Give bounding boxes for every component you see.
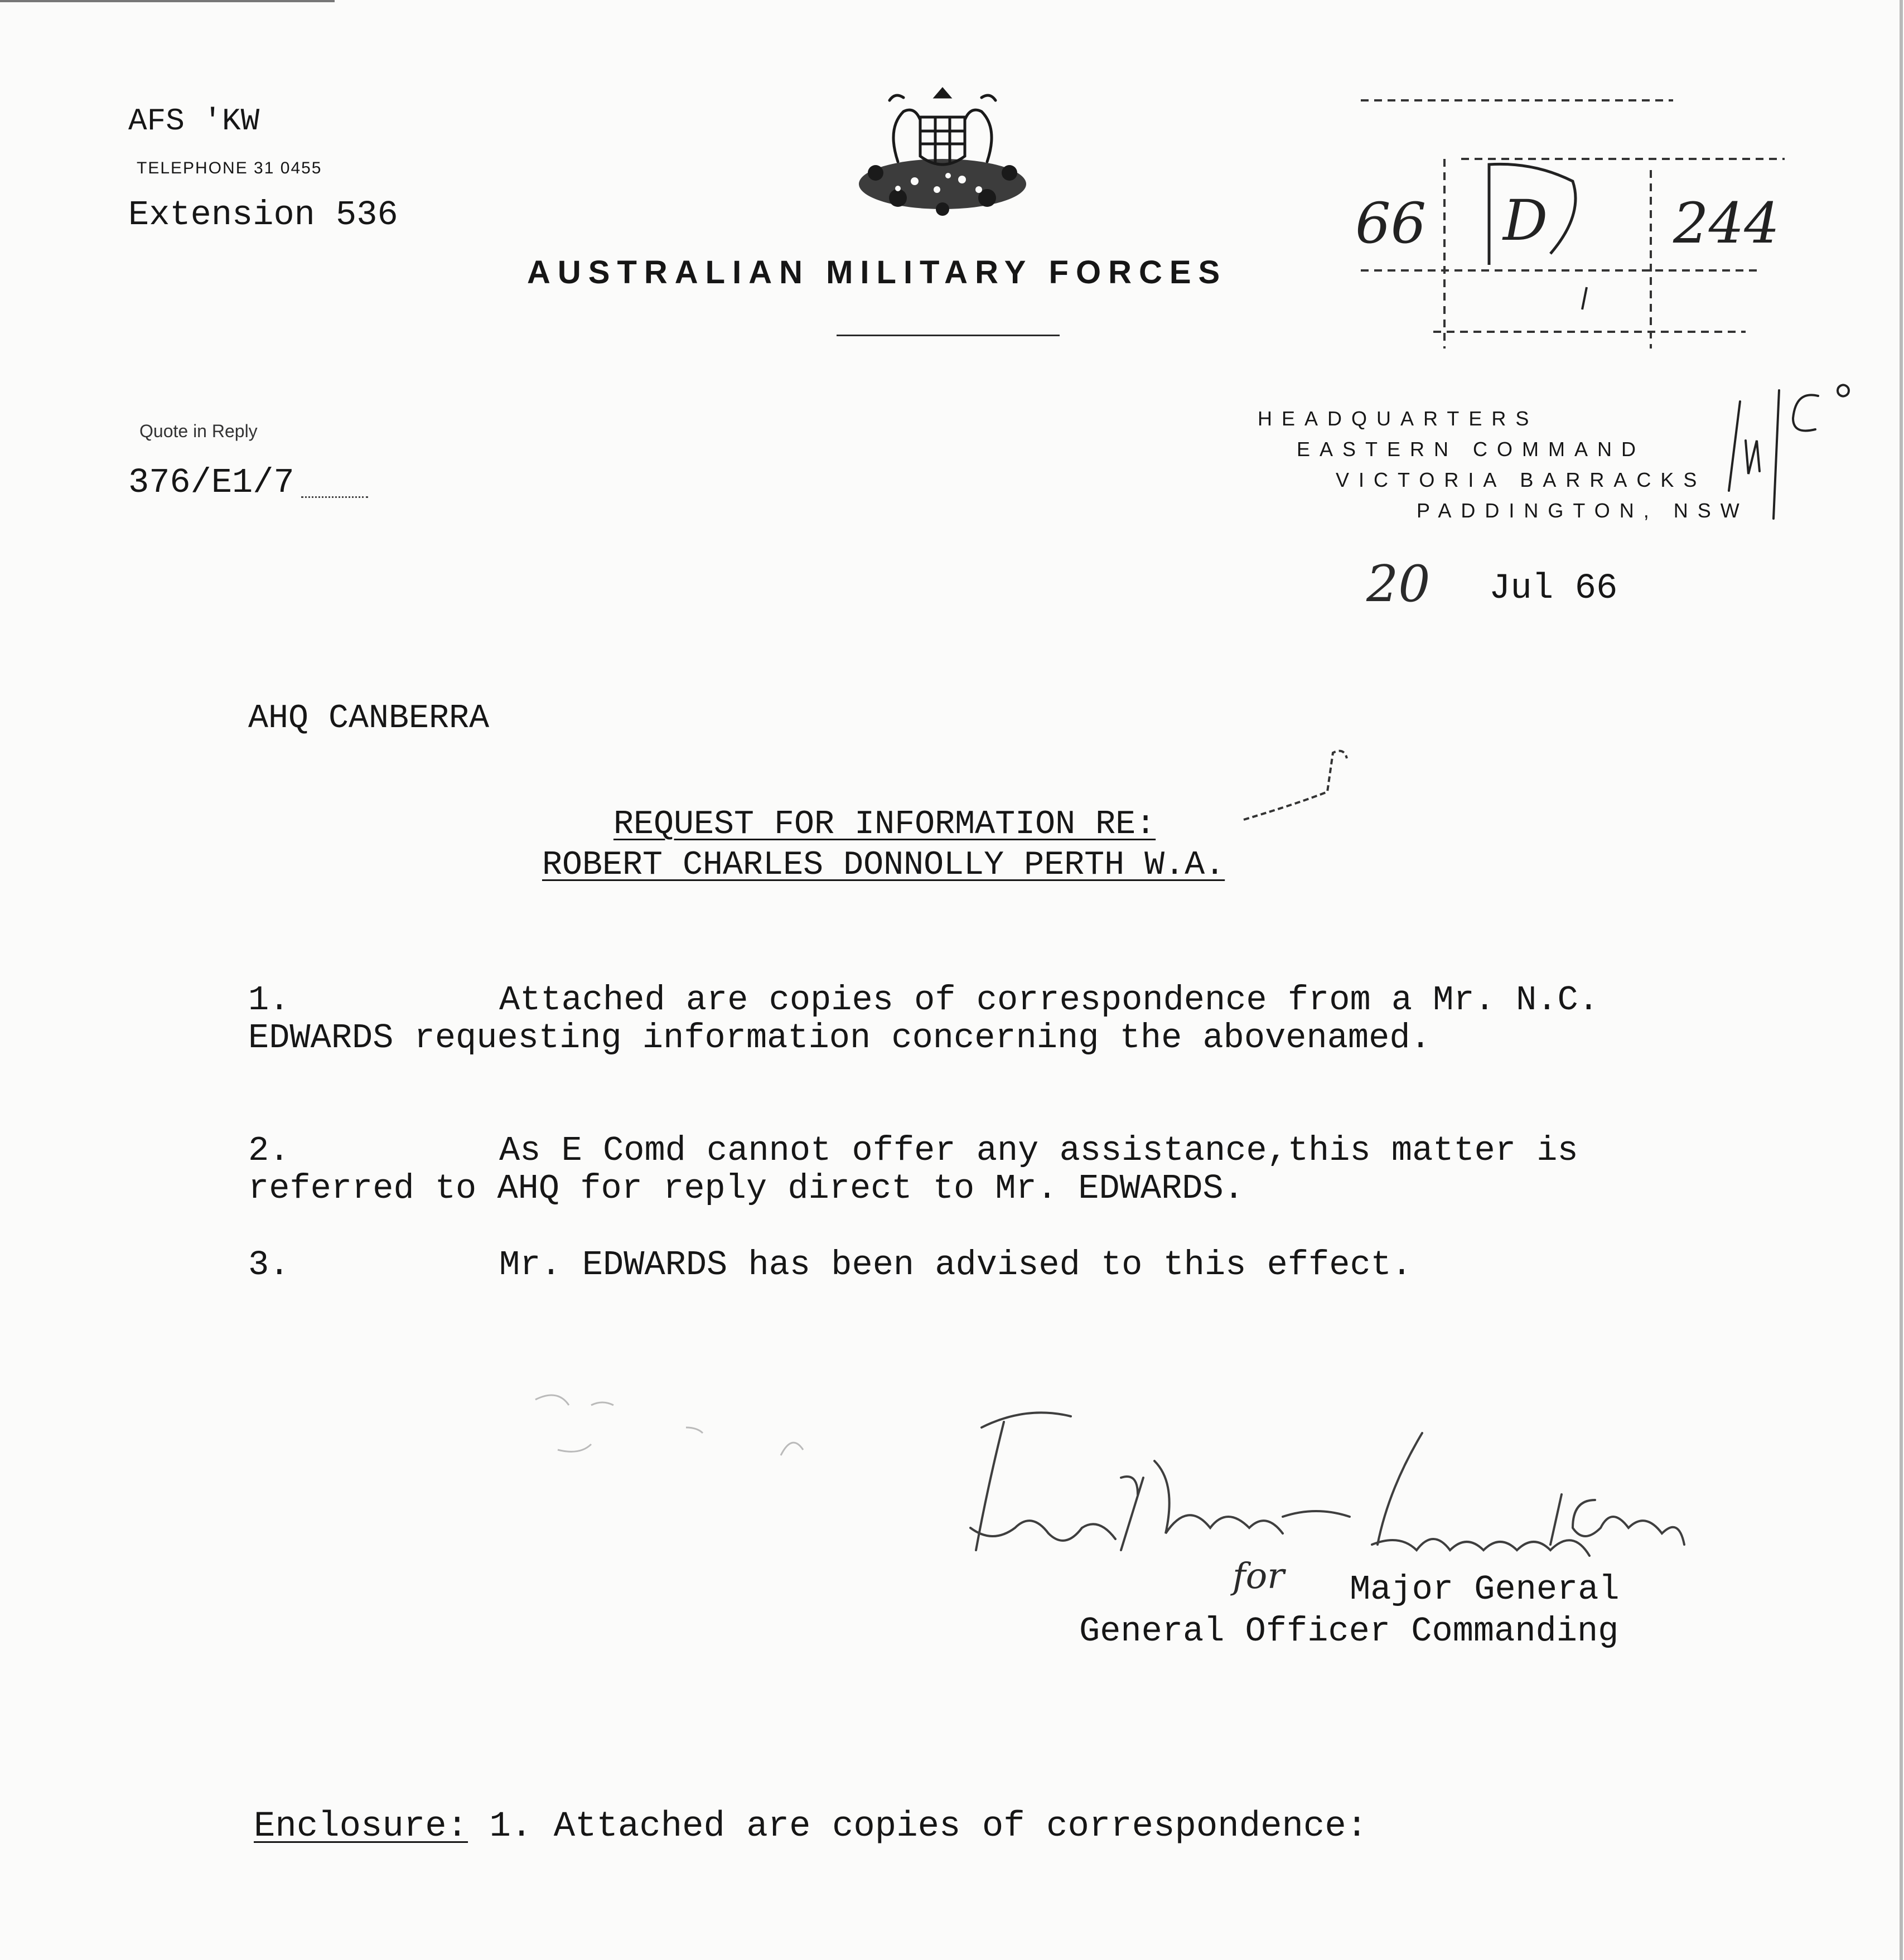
enclosure [254,1807,1367,1847]
stamp-middle-letter: D [1503,188,1548,253]
address-line-3: VICTORIA BARRACKS [1336,468,1707,491]
date-day: 20 [1366,555,1431,613]
right-scan-edge [1900,0,1903,1960]
address-line-2: EASTERN COMMAND [1297,438,1646,461]
quote-dotted-line [301,496,368,498]
handwritten-mark [1238,736,1372,836]
paragraph-3-number: 3. [248,1245,290,1285]
subject-line-1: REQUEST FOR INFORMATION RE: [613,806,1156,844]
address-line-1: HEADQUARTERS [1258,407,1539,430]
date-month-year: Jul 66 [1489,569,1618,609]
coat-of-arms-icon [837,78,1048,223]
stamp-left-number: 66 [1355,191,1427,256]
paragraph-1-text: Attached are copies of correspondence from a Mr. N.C. EDWARDS requesting information concerning the abovenamed. [248,980,1599,1058]
recipient: AHQ CANBERRA [248,700,490,738]
file-reference: AFS 'KW [128,103,260,139]
paragraph-2-number: 2. [248,1131,290,1170]
paragraph-1 [248,981,1709,1057]
enclosure-text: 1. Attached are copies of correspondence: [489,1807,1368,1847]
signatory-title: General Officer Commanding [1079,1611,1619,1651]
organisation-title: AUSTRALIAN MILITARY FORCES [527,254,1228,291]
telephone-number: TELEPHONE 31 0455 [137,159,322,177]
paragraph-1-number: 1. [248,980,290,1020]
stamp-right-number: 244 [1673,191,1780,256]
paragraph-2-text: As E Comd cannot offer any assistance,this matter is referred to AHQ for reply direct to Mr. EDWARDS. [248,1131,1578,1208]
enclosure-label: Enclosure: [254,1807,468,1847]
signatory-rank: Major General [1350,1570,1620,1609]
title-underline [837,335,1060,336]
registry-stamp [1350,98,1829,349]
quote-in-reply-value: 376/E1/7 [128,463,294,502]
extension-number: Extension 536 [128,195,398,235]
handwritten-signature [502,1366,1868,1600]
subject-line-2: ROBERT CHARLES DONNOLLY PERTH W.A. [542,846,1225,884]
signature-for: for [1233,1556,1284,1597]
paragraph-3 [248,1246,1709,1284]
address-line-4: PADDINGTON, NSW [1417,499,1749,522]
paragraph-3-text: Mr. EDWARDS has been advised to this effect. [499,1245,1413,1285]
paragraph-2 [248,1132,1709,1208]
handwritten-initials [1718,379,1863,535]
top-scan-edge [0,0,335,2]
quote-in-reply-label: Quote in Reply [139,421,258,441]
